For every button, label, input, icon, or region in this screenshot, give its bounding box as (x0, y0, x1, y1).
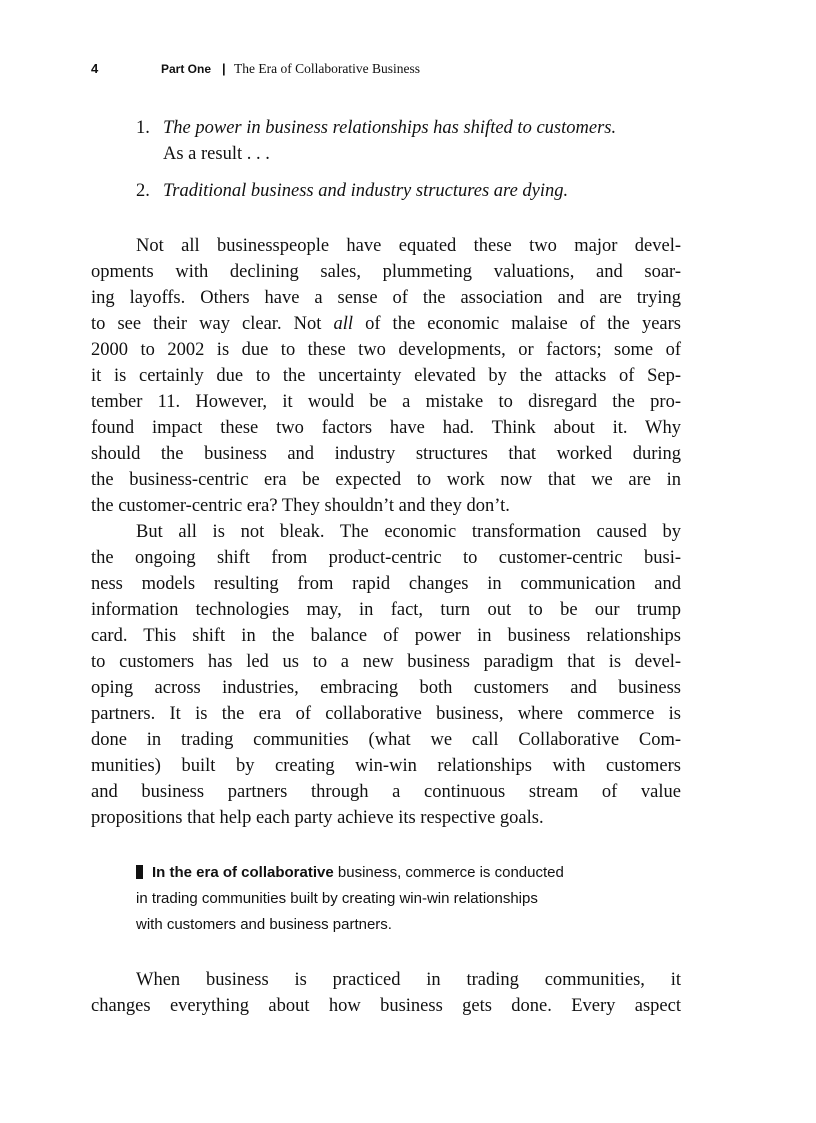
pull-quote-line: with customers and business partners. (136, 916, 392, 933)
pull-quote-line (136, 860, 656, 886)
text-line: opments with declining sales, plummeting valuations, and soar- (91, 262, 681, 282)
text-line: it is certainly due to the uncertainty elevated by the attacks of Sep- (91, 366, 681, 386)
text-line: propositions that help each party achieve its respective goals. (91, 808, 544, 828)
list-item-text: Traditional business and industry structures are dying. (163, 181, 569, 201)
text-line: changes everything about how business gets done. Every aspect (91, 996, 681, 1016)
page-number: 4 (91, 61, 99, 76)
list-item-text: The power in business relationships has shifted to customers. (163, 118, 617, 138)
list-item-continuation: As a result . . . (163, 144, 270, 164)
part-label: Part One (161, 62, 212, 76)
list-item (136, 178, 696, 204)
pull-quote-text: business, commerce is conducted (333, 864, 564, 881)
text-line: the ongoing shift from product-centric to customer-centric busi- (91, 548, 681, 568)
text-segment: to see their way clear. Not (91, 314, 334, 334)
text-line: When business is practiced in trading communities, it (136, 970, 681, 990)
text-line: oping across industries, embracing both customers and business (91, 678, 681, 698)
text-line: done in trading communities (what we call Collaborative Com- (91, 730, 681, 750)
text-line: tember 11. However, it would be a mistake to disregard the pro- (91, 392, 681, 412)
running-head (91, 59, 691, 79)
header-separator: | (222, 61, 226, 76)
text-segment: of the economic malaise of the years (353, 314, 681, 334)
text-line: ness models resulting from rapid changes in communication and (91, 574, 681, 594)
text-line: found impact these two factors have had. Think about it. Why (91, 418, 681, 438)
text-line: partners. It is the era of collaborative business, where commerce is (91, 704, 681, 724)
pull-quote (136, 860, 656, 938)
text-line: munities) built by creating win-win relationships with customers (91, 756, 681, 776)
text-line: should the business and industry structures that worked during (91, 444, 681, 464)
list-number: 1. (136, 118, 150, 138)
paragraph-1 (91, 233, 681, 519)
text-line: and business partners through a continuous stream of value (91, 782, 681, 802)
paragraph-2 (91, 519, 681, 831)
text-line: the business-centric era be expected to work now that we are in (91, 470, 681, 490)
text-line: But all is not bleak. The economic transformation caused by (136, 522, 681, 542)
paragraph-3 (91, 967, 681, 1019)
list-item (136, 115, 696, 167)
text-line: card. This shift in the balance of power in business relationships (91, 626, 681, 646)
text-line: the customer-centric era? They shouldn’t and they don’t. (91, 496, 510, 516)
chapter-title: The Era of Collaborative Business (234, 61, 420, 76)
text-line: ing layoffs. Others have a sense of the association and are trying (91, 288, 681, 308)
text-line: to customers has led us to a new business paradigm that is devel- (91, 652, 681, 672)
pull-quote-marker-icon (136, 865, 143, 879)
text-line (91, 311, 681, 337)
pull-quote-line: in trading communities built by creating win-win relationships (136, 890, 538, 907)
text-line: information technologies may, in fact, turn out to be our trump (91, 600, 681, 620)
pull-quote-lead: In the era of collaborative (152, 864, 334, 881)
list-number: 2. (136, 181, 150, 201)
emphasis: all (333, 314, 353, 334)
text-line: Not all businesspeople have equated these two major devel- (136, 236, 681, 256)
numbered-list (136, 115, 696, 215)
text-line: 2000 to 2002 is due to these two developments, or factors; some of (91, 340, 681, 360)
